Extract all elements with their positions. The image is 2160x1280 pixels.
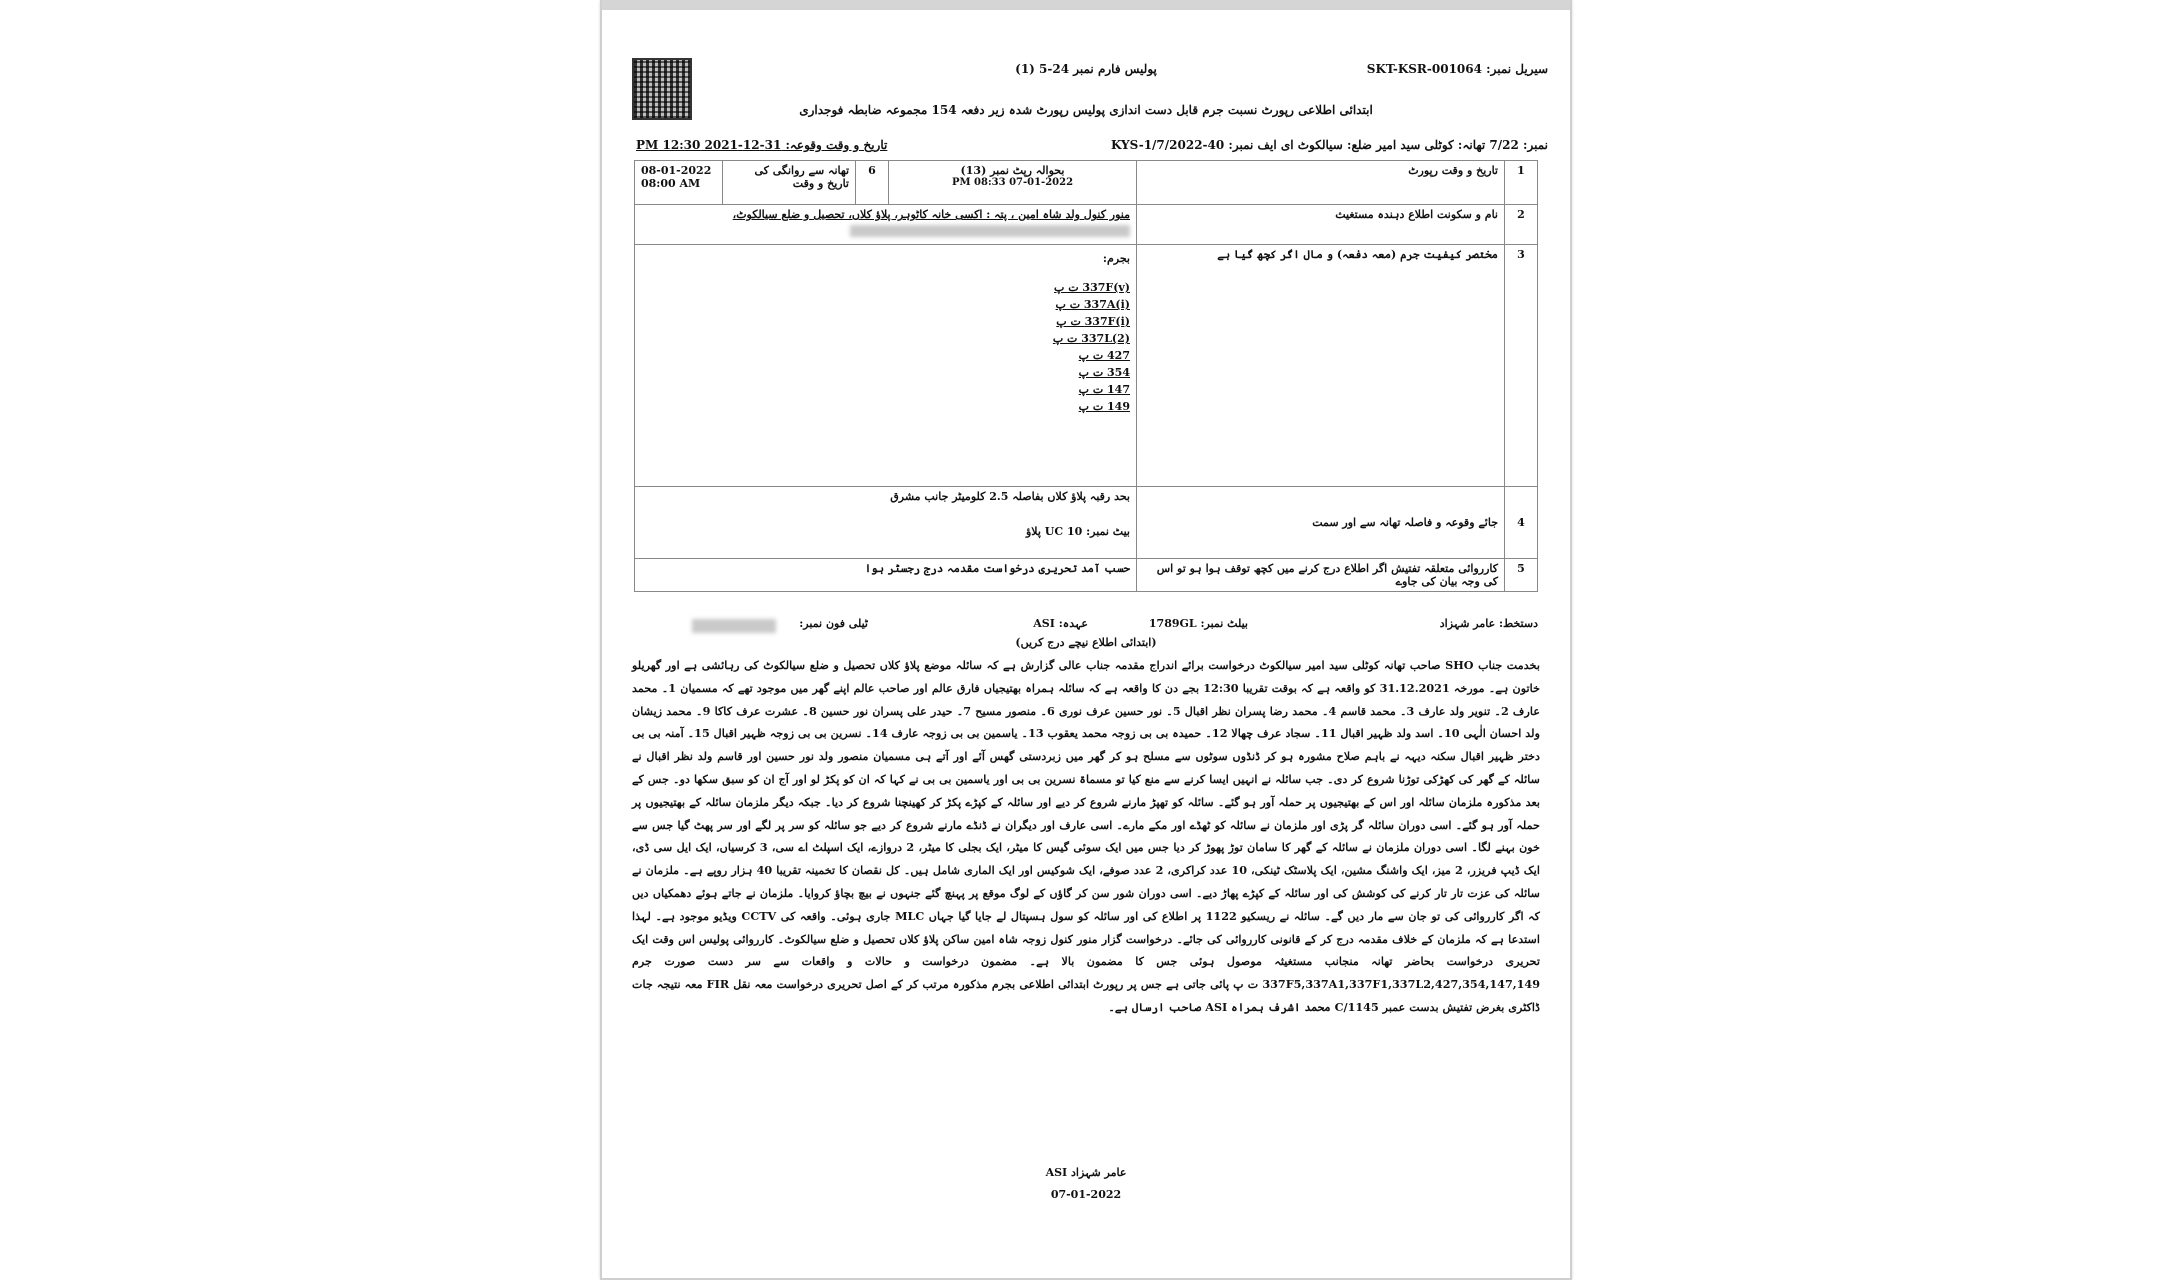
- redacted-phone: [692, 619, 776, 633]
- table-row: [635, 487, 1538, 559]
- footer-date: 07-01-2022: [1050, 1188, 1122, 1201]
- row-label: تھانہ سے روانگی کی تاریخ و وقت: [723, 161, 856, 205]
- incident-datetime: تاریخ و وقت وقوعہ: 31-12-2021 12:30 PM: [636, 138, 888, 152]
- footer-signatory: عامر شہزاد ASI: [1045, 1166, 1127, 1179]
- narrative-body: بخدمت جناب SHO صاحب تھانہ کوٹلی سید امیر سیالکوٹ درخواست برائے اندراج مقدمہ جناب عالی گزارش ہے کہ سائلہ موضع پلاؤ کلاں تحصیل و ضلع سیالکوٹ کی رہائشی ہے اور گھریلو خاتون ہے۔ مورخہ 31.12.2021 کو واقعہ ہے کہ بوقت تقریبا 12:30 بجے دن کا واقعہ ہے کہ سائلہ ہمراہ بھتیجیاں فارق عالم اور صاحب عالم اپنے گھر میں موجود تھے کہ مسمیان 1۔ محمد عارف 2۔ تنویر ولد عارف 3۔ محمد قاسم 4۔ محمد رضا پسران نظر اقبال 5۔ نور حسین عرف نوری 6۔ منصور مسیح 7۔ حیدر علی پسران نور حسین 8۔ عشرت عرف کاکا 9۔ محمد زیشان ولد احسان الٰہی 10۔ اسد ولد ظہیر اقبال 11۔ سجاد عرف چھالا 12۔ حمیدہ بی بی زوجہ محمد یعقوب 13۔ یاسمین بی بی زوجہ عارف 14۔ نسرین بی بی زوجہ ظہیر اقبال 15۔ آمنہ بی بی دختر ظہیر اقبال سکنہ دیہہ نے باہم صلاح مشورہ ہو کر ڈنڈوں سوٹوں سے مسلح ہو کر گھر میں زبردستی گھس آئے اور آتے ہی مسمیان منصور ولد نور حسین اور قاسم ولد نظر اقبال نے سائلہ کے گھر کی کھڑکی توڑنا شروع کر دی۔ جب سائلہ نے انہیں ایسا کرنے سے منع کیا تو مسماۃ نسرین بی بی اور یاسمین بی بی نے کہا کہ ان کو پکڑ لو اور آج ان کو سبق سکھا دو۔ جس کے بعد مذکورہ ملزمان سائلہ اور اس کے بھتیجیوں پر حملہ آور ہو گئے۔ سائلہ کو تھپڑ مارنے شروع کر دیے اور سائلہ کے کپڑے پکڑ کر کھینچنا شروع کر دیا۔ جبکہ دیگر ملزمان سائلہ کے بھتیجیوں پر حملہ آور ہو گئے۔ اسی دوران سائلہ گر پڑی اور ملزمان نے سائلہ کو ٹھڈے اور مکے مارے۔ اسی عارف اور دیگران نے ڈنڈے مارنے شروع کر دیے جو سائلہ کو سر پر لگے اور سر پھٹ گیا جس سے خون بہنے لگا۔ اسی دوران ملزمان نے سائلہ کے گھر کا سامان توڑ پھوڑ کر دیا جس میں ایک سوئی گیس کا میٹر، ایک بجلی کا میٹر، 2 دروازے، ایک اسپلٹ اے سی، 3 کرسیاں، ایک ایل سی ڈی، ایک ڈیپ فریزر، 2 میز، ایک واشنگ مشین، ایک پلاسٹک ٹینکی، 10 عدد کراکری، 2 عدد صوفے، ایک شوکیس اور ایک الماری شامل ہیں۔ کل نقصان کا تخمینہ تقریبا 40 ہزار روپے ہے۔ ملزمان نے سائلہ کی عزت تار تار کرنے کی کوشش کی اور سائلہ کے کپڑے پھاڑ دیے۔ اسی دوران شور سن کر گاؤں کے لوگ موقع پر پہنچ گئے جنہوں نے بیچ بچاؤ کروایا۔ ملزمان نے جاتے ہوئے دھمکیاں دیں کہ اگر کارروائی کی تو جان سے مار دیں گے۔ سائلہ نے ریسکیو 1122 پر اطلاع کی اور سائلہ کو سول ہسپتال لے جایا گیا جہاں MLC جاری ہوئی۔ واقعہ کی CCTV ویڈیو موجود ہے۔ لہذا استدعا ہے کہ ملزمان کے خلاف مقدمہ درج کر کے قانونی کارروائی کی جائے۔ درخواست گزار منور کنول زوجہ شاہ امین ساکن پلاؤ کلاں تحصیل و ضلع سیالکوٹ۔ کارروائی پولیس اس وقت ایک تحریری درخواست بحاضر تھانہ منجانب مستغیثہ موصول ہوئی جس کا مضمون بالا ہے۔ مضمون درخواست و حالات و واقعات سے سر دست صورت جرم 337F5,337A1,337F1,337L2,427,354,147,149 ت پ پائی جاتی ہے جس پر رپورٹ ابتدائی اطلاعی بجرم مذکورہ مرتب کر کے اصل تحریری درخواست معہ نقل FIR معہ نتیجہ جات ڈاکٹری بغرض تفتیش بدست عمبر C/1145 محمد اشرف ہمراہ ASI صاحب ارسال ہے۔: [632, 658, 1541, 1014]
- table-row: [635, 559, 1538, 592]
- rank: عہدہ: ASI: [1033, 617, 1088, 630]
- row-label: جائے وقوعہ و فاصلہ تھانہ سے اور سمت: [1137, 487, 1505, 559]
- document-page: [600, 0, 1572, 1280]
- row-value: [635, 487, 1137, 559]
- offence-section: 354 ت پ: [1078, 366, 1130, 379]
- row-number: 1: [1505, 161, 1538, 205]
- offence-section: 147 ت پ: [1078, 383, 1130, 396]
- complainant-info: منور کنول ولد شاہ امین ، پتہ : اکسی خانہ کاٹوہر، پلاؤ کلاں، تحصیل و ضلع سیالکوٹ،: [732, 208, 1130, 221]
- report-datetime: 07-01-2022 08:33 PM: [951, 177, 1074, 188]
- departure-datetime: 08-01-2022 08:00 AM: [635, 161, 723, 205]
- row-label: مختصر کیفیت جرم (معہ دفعہ) و مال اگر کچھ گیا ہے: [1137, 245, 1505, 487]
- beat-number: بیٹ نمبر: 10 UC پلاؤ: [1025, 525, 1130, 538]
- signature-row: [634, 617, 1538, 635]
- row-number: 2: [1505, 205, 1538, 245]
- table-row: [635, 205, 1538, 245]
- incident-location: بحد رقبہ پلاؤ کلاں بفاصلہ 2.5 کلومیٹر جانب مشرق: [890, 490, 1130, 503]
- row-value: [635, 205, 1137, 245]
- row-number: 3: [1505, 245, 1538, 487]
- document-title: ابتدائی اطلاعی رپورٹ نسبت جرم قابل دست اندازی پولیس رپورٹ شدہ زیر دفعہ 154 مجموعہ ضابطہ فوجداری: [799, 103, 1373, 117]
- offence-heading: بجرم:: [1102, 252, 1130, 265]
- report-reference: بحوالہ رپٹ نمبر (13): [960, 164, 1065, 177]
- offence-section: 337F(i) ت پ: [1056, 315, 1130, 328]
- table-row: [635, 245, 1538, 487]
- offence-sections: [641, 281, 1130, 413]
- belt-number: بیلٹ نمبر: 1789GL: [1148, 617, 1248, 630]
- fir-number-line: نمبر: 7/22 تھانہ: کوٹلی سید امیر ضلع: سیالکوٹ ای ایف نمبر: KYS-1/7/2022-40: [1110, 138, 1548, 152]
- table-row: [635, 161, 1538, 205]
- row-value: حسب آمد تحریری درخواست مقدمہ درج رجسٹر ہوا: [635, 559, 1137, 592]
- fir-table: [634, 160, 1538, 592]
- phone-label: ٹیلی فون نمبر:: [799, 617, 868, 630]
- form-number: پولیس فارم نمبر 24-5 (1): [1015, 62, 1157, 76]
- row-label: کارروائی متعلقہ تفتیش اگر اطلاع درج کرنے میں کچھ توقف ہوا ہو تو اس کی وجہ بیان کی جاوے: [1137, 559, 1505, 592]
- signature-name: دستخط: عامر شہزاد: [1439, 617, 1538, 630]
- serial-number: سیریل نمبر: SKT-KSR-001064: [1366, 62, 1548, 76]
- offence-section: 427 ت پ: [1078, 349, 1130, 362]
- row-label: تاریخ و وقت رپورٹ: [1137, 161, 1505, 205]
- offence-section: 337L(2) ت پ: [1052, 332, 1130, 345]
- offence-section: 337F(v) ت پ: [1054, 281, 1130, 294]
- row-value: [635, 245, 1137, 487]
- row-label: نام و سکونت اطلاع دہندہ مستغیث: [1137, 205, 1505, 245]
- offence-section: 337A(i) ت پ: [1055, 298, 1130, 311]
- redacted-field: [641, 225, 1130, 240]
- row-number: 4: [1505, 487, 1538, 559]
- row-number: 5: [1505, 559, 1538, 592]
- row-value: [889, 161, 1137, 205]
- row-number: 6: [856, 161, 889, 205]
- narrative-note: (ابتدائی اطلاع نیچے درج کریں): [1015, 636, 1157, 649]
- offence-section: 149 ت پ: [1078, 400, 1130, 413]
